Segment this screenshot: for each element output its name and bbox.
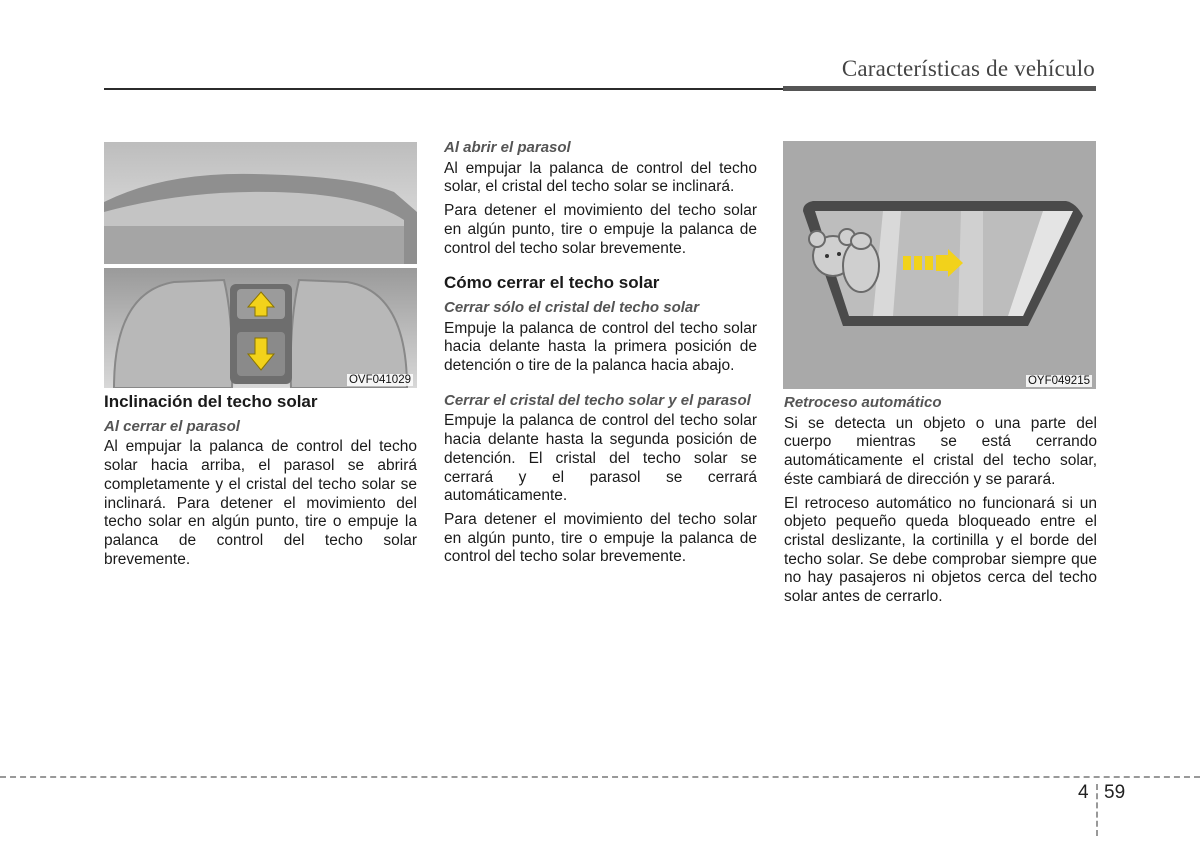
footer-divider <box>1096 784 1098 836</box>
paragraph: El retroceso automático no funcionará si un objeto pequeño queda bloqueado entre el cristal deslizante, la cortinilla y el borde del techo solar. Se debe comprobar siempre que no hay pasajeros ni objetos cerca del techo solar antes de cerrarlo. <box>784 494 1097 606</box>
paragraph: Al empujar la palanca de control del techo solar hacia arriba, el parasol se abrirá completamente y el cristal del techo solar se inclinará. Para detener el movimiento del techo solar en algún punto, tire o empuje la palanca de control del techo solar brevemente. <box>104 438 417 568</box>
section-heading: Cómo cerrar el techo solar <box>444 273 660 293</box>
paragraph: Para detener el movimiento del techo solar en algún punto, tire o empuje la palanca de control del techo solar brevemente. <box>444 510 757 566</box>
subheading: Al cerrar el parasol <box>104 417 240 435</box>
sunroof-illustration <box>783 141 1096 389</box>
column-3 <box>784 394 1097 612</box>
paragraph: Para detener el movimiento del techo solar en algún punto, tire o empuje la palanca de control del techo solar brevemente. <box>444 202 757 257</box>
paragraph: Empuje la palanca de control del techo solar hacia delante hasta la segunda posición de detención. El cristal del techo solar se cerrará y el parasol se cerrará automáticamente. <box>444 412 757 505</box>
paragraph: Empuje la palanca de control del techo solar hacia delante hasta la primera posición de detención o tire de la palanca hacia abajo. <box>444 319 757 375</box>
paragraph: Si se detecta un objeto o una parte del cuerpo mientras se está cerrando automáticamente el cristal del techo solar, éste cambiará de dirección y se parará. <box>784 414 1097 488</box>
section-heading: Inclinación del techo solar <box>104 392 318 411</box>
page-header-title: Características de vehículo <box>841 56 1095 81</box>
subheading: Al abrir el parasol <box>444 139 571 156</box>
column-2 <box>444 139 757 572</box>
column-1 <box>104 393 417 574</box>
subheading: Cerrar sólo el cristal del techo solar <box>444 298 700 316</box>
figure-code: OYF049215 <box>1027 375 1090 387</box>
overhead-console-illustration <box>104 142 417 388</box>
page-number: 59 <box>1104 782 1126 803</box>
subheading: Cerrar el cristal del techo solar y el parasol <box>444 391 751 409</box>
figure-code: OVF041029 <box>348 374 411 386</box>
figure-overhead-console <box>104 142 417 388</box>
chapter-number: 4 <box>1078 782 1089 803</box>
subheading: Retroceso automático <box>784 394 942 411</box>
figure-sunroof-auto-reverse <box>783 141 1096 389</box>
header-rule-accent <box>783 86 1096 91</box>
footer-rule <box>0 776 1200 778</box>
paragraph: Al empujar la palanca de control del techo solar, el cristal del techo solar se inclinará. <box>444 159 757 196</box>
